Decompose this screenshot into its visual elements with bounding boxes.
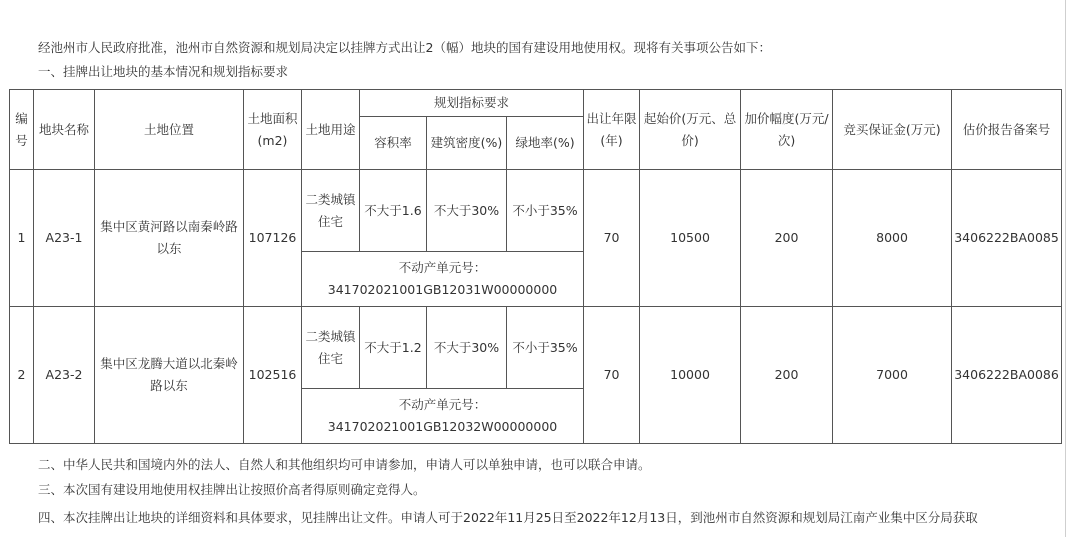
cell-name: A23-1 [34, 170, 95, 307]
cell-use: 二类城镇住宅 [302, 307, 360, 389]
unit-number-value: 341702021001GB12032W00000000 [327, 419, 558, 434]
cell-area: 107126 [244, 170, 302, 307]
cell-location: 集中区龙腾大道以北秦岭路以东 [95, 307, 244, 444]
header-no: 编号 [10, 90, 34, 170]
cell-increment: 200 [741, 307, 833, 444]
cell-location: 集中区黄河路以南秦岭路以东 [95, 170, 244, 307]
header-location: 土地位置 [95, 90, 244, 170]
table-row [10, 307, 1062, 389]
header-area: 土地面积(m2) [244, 90, 302, 170]
cell-green: 不小于35% [507, 307, 584, 389]
cell-density: 不大于30% [427, 307, 507, 389]
intro-paragraph: 经池州市人民政府批准，池州市自然资源和规划局决定以挂牌方式出让2（幅）地块的国有建设用地使用权。现将有关事项公告如下： [38, 40, 771, 55]
section-1-heading: 一、挂牌出让地块的基本情况和规划指标要求 [38, 64, 289, 79]
cell-area: 102516 [244, 307, 302, 444]
cell-unit-number [302, 252, 584, 307]
header-increment: 加价幅度(万元/次) [741, 90, 833, 170]
header-far: 容积率 [360, 117, 427, 170]
cell-increment: 200 [741, 170, 833, 307]
section-4-paragraph: 四、本次挂牌出让地块的详细资料和具体要求，见挂牌出让文件。申请人可于2022年11月25日至2022年12月13日，到池州市自然资源和规划局江南产业集中区分局获取 [38, 510, 978, 525]
header-deposit: 竞买保证金(万元) [833, 90, 952, 170]
unit-number-label: 不动产单元号： [398, 397, 487, 412]
table-row [10, 170, 1062, 252]
cell-unit-number [302, 389, 584, 444]
header-start-price: 起始价(万元、总价) [640, 90, 741, 170]
cell-name: A23-2 [34, 307, 95, 444]
cell-report: 3406222BA0085 [952, 170, 1062, 307]
unit-number-value: 341702021001GB12031W00000000 [327, 282, 558, 297]
cell-report: 3406222BA0086 [952, 307, 1062, 444]
header-density: 建筑密度(%) [427, 117, 507, 170]
section-3-paragraph: 三、本次国有建设用地使用权挂牌出让按照价高者得原则确定竞得人。 [38, 482, 426, 497]
section-2-paragraph: 二、中华人民共和国境内外的法人、自然人和其他组织均可申请参加，申请人可以单独申请，也可以联合申请。 [38, 457, 651, 472]
cell-no: 1 [10, 170, 34, 307]
cell-far: 不大于1.6 [360, 170, 427, 252]
cell-green: 不小于35% [507, 170, 584, 252]
parcel-table [9, 89, 1062, 444]
cell-use: 二类城镇住宅 [302, 170, 360, 252]
unit-number-label: 不动产单元号： [398, 260, 487, 275]
header-report: 估价报告备案号 [952, 90, 1062, 170]
cell-density: 不大于30% [427, 170, 507, 252]
cell-start-price: 10000 [640, 307, 741, 444]
header-green: 绿地率(%) [507, 117, 584, 170]
cell-term: 70 [584, 307, 640, 444]
header-use: 土地用途 [302, 90, 360, 170]
page-edge-divider [1065, 0, 1066, 537]
header-planning-group: 规划指标要求 [360, 90, 584, 117]
cell-deposit: 8000 [833, 170, 952, 307]
cell-start-price: 10500 [640, 170, 741, 307]
header-term: 出让年限(年) [584, 90, 640, 170]
cell-no: 2 [10, 307, 34, 444]
cell-term: 70 [584, 170, 640, 307]
header-name: 地块名称 [34, 90, 95, 170]
cell-far: 不大于1.2 [360, 307, 427, 389]
cell-deposit: 7000 [833, 307, 952, 444]
